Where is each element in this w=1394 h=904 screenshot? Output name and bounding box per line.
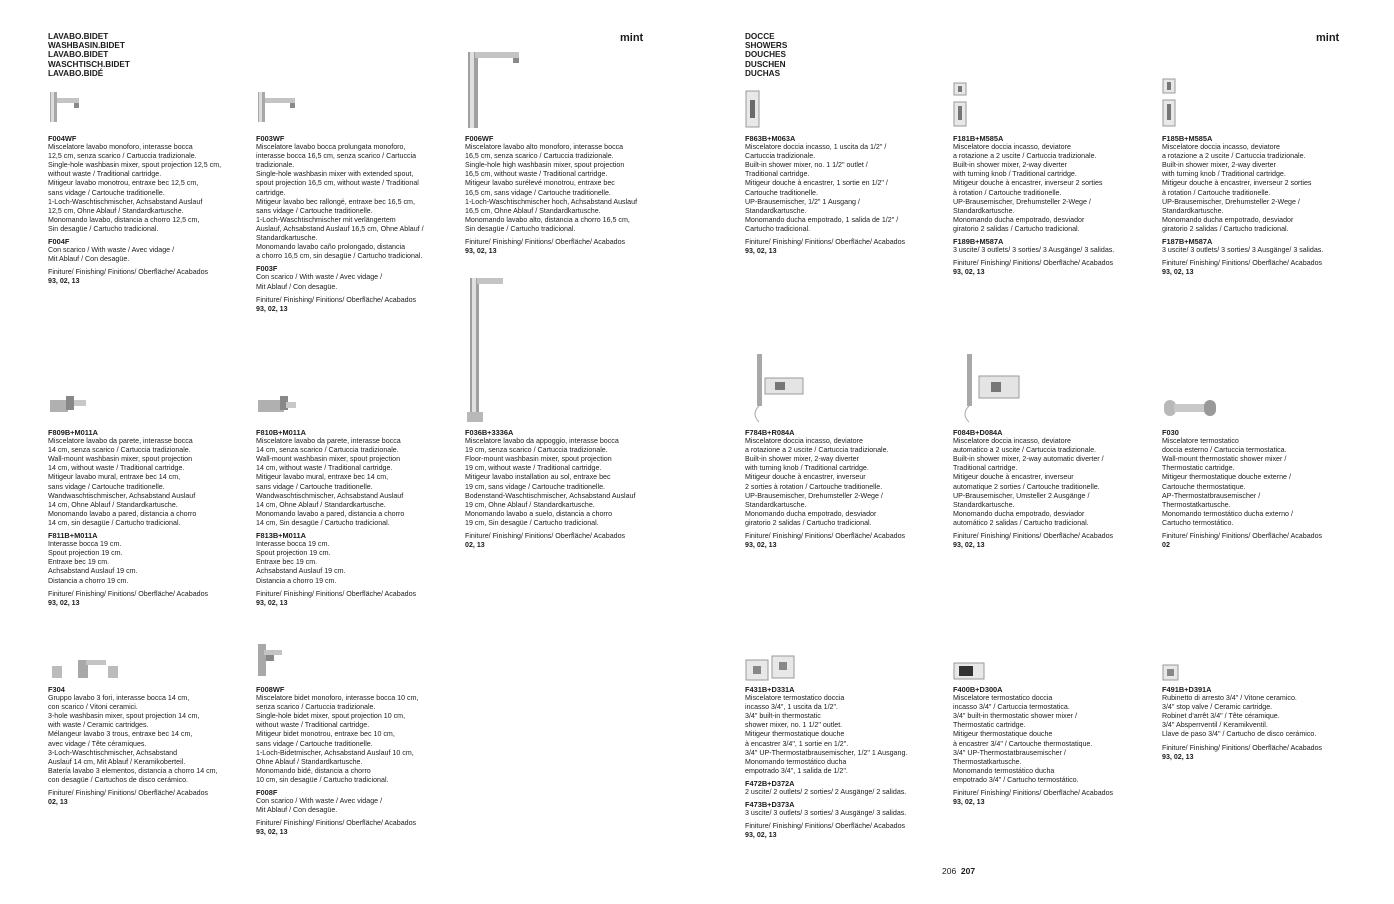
description-line: interasse bocca 16,5 cm, senza scarico / Cartuccia [256, 152, 417, 161]
description-line: automático 2 salidas / Cartucho tradicional. [953, 518, 1089, 527]
description-line: Built-in shower mixer, 2-way automatic diverter / [953, 455, 1104, 464]
product-f004wf [48, 134, 248, 287]
description-line: giratorio 2 salidas / Cartucho tradicional. [745, 518, 872, 527]
variant-line: Con scarico / With waste / Avec vidage / [256, 797, 383, 806]
description-line: Cartouche traditionelle. [745, 188, 818, 197]
description-line: UP-Brausemischer, Drehumsteller 2-Wege / [745, 491, 883, 500]
description-line: empotrado 3/4" / Cartucho termostático. [953, 775, 1079, 784]
description-line: Miscelatore bidet monoforo, interasse bocca 10 cm, [256, 694, 419, 703]
high-basin-mixer-image [465, 48, 525, 132]
description-line: avec vidage / Tête céramiques. [48, 739, 147, 748]
description-line: automatique 2 sorties / Cartouche traditionelle. [953, 482, 1100, 491]
description-line: Wandwaschtischmischer, Achsabstand Auslauf [256, 491, 404, 500]
variant-code: F473B+D373A [745, 800, 795, 810]
description-line: Robinet d'arrêt 3/4" / Tête céramique. [1162, 712, 1280, 721]
built-in-shower-mixer-image [745, 90, 761, 130]
bidet-mixer-image [256, 640, 286, 680]
finish-label: Finiture/ Finishing/ Finitions/ Oberfläche/ Acabados [745, 238, 906, 247]
description-line: with turning knob / Traditional cartridge. [953, 170, 1077, 179]
variant-line: 3 uscite/ 3 outlets/ 3 sorties/ 3 Ausgänge/ 3 salidas. [953, 246, 1115, 255]
product-code: F036B+3336A [465, 428, 514, 437]
description-line: a rotazione a 2 uscite / Cartuccia tradizionale. [1162, 152, 1306, 161]
variant-line: Distancia a chorro 19 cm. [48, 576, 129, 585]
finish-codes: 02, 13 [48, 798, 68, 807]
section-title-line: SHOWERS [745, 41, 788, 51]
variant-code: F008F [256, 788, 278, 798]
variant-line: Interasse bocca 19 cm. [48, 540, 122, 549]
description-line: Thermostatic cartridge. [953, 721, 1026, 730]
description-line: Gruppo lavabo 3 fori, interasse bocca 14 cm, [48, 694, 190, 703]
description-line: Bodenstand-Waschtischmischer, Achsabstand Auslauf [465, 491, 636, 500]
variant-code: F004F [48, 237, 70, 247]
product-code: F431B+D331A [745, 685, 795, 694]
description-line: AP-Thermostatbrausemischer / [1162, 491, 1261, 500]
product-f185b [1162, 134, 1362, 277]
product-code: F784B+R084A [745, 428, 795, 437]
finish-label: Finiture/ Finishing/ Finitions/ Oberfläche/ Acabados [953, 789, 1114, 798]
description-line: Single-hole bidet mixer, spout projection 10 cm, [256, 712, 406, 721]
description-line: 19 cm, without waste / Traditional cartridge. [465, 464, 602, 473]
description-line: Llave de paso 3/4" / Cartucho de disco cerámico. [1162, 730, 1317, 739]
section-title-line: DOUCHES [745, 50, 786, 60]
finish-codes: 93, 02, 13 [48, 277, 80, 286]
description-line: Wall-mount thermostatic shower mixer / [1162, 455, 1287, 464]
product-f008wf [256, 685, 456, 838]
description-line: a chorro 16,5 cm, sin desagüe / Cartucho tradicional. [256, 252, 423, 261]
description-line: Monomando lavabo caño prolongado, distancia [256, 243, 406, 252]
description-line: 12,5 cm, senza scarico / Cartuccia tradizionale. [48, 152, 197, 161]
description-line: à rotation / Cartouche traditionelle. [1162, 188, 1271, 197]
product-code: F004WF [48, 134, 77, 143]
description-line: 14 cm, without waste / Traditional cartridge. [256, 464, 393, 473]
page-number-left: 206 [942, 866, 957, 876]
description-line: Mitigeur douche à encastrer, inverseur 2 sorties [1162, 179, 1312, 188]
description-line: Mitigeur douche à encastrer, inverseur [953, 473, 1074, 482]
description-line: Monomando lavabo a suelo, distancia a chorro [465, 509, 613, 518]
product-code: F003WF [256, 134, 285, 143]
description-line: Mitigeur lavabo surélevé monotrou, entraxe bec [465, 179, 615, 188]
product-f084b [953, 428, 1153, 550]
description-line: Miscelatore lavabo da appoggio, interasse bocca [465, 437, 619, 446]
description-line: incasso 3/4", 1 uscita da 1/2". [745, 703, 838, 712]
description-line: Standardkartusche. [256, 234, 318, 243]
basin-mixer-image [48, 90, 84, 126]
product-code: F491B+D391A [1162, 685, 1212, 694]
product-f431b [745, 685, 945, 841]
extended-basin-mixer-image [256, 90, 298, 126]
description-line: Wall-mount washbasin mixer, spout projection [48, 455, 193, 464]
description-line: giratorio 2 salidas / Cartucho tradicional. [1162, 224, 1289, 233]
shower-mixer-with-handshower-image [745, 352, 807, 424]
finish-codes: 93, 02, 13 [48, 598, 80, 607]
description-line: shower mixer, no. 1 1/2" outlet. [745, 721, 843, 730]
description-line: 19 cm, Ohne Ablauf / Standardkartusche. [465, 500, 595, 509]
finish-codes: 93, 02, 13 [745, 541, 777, 550]
description-line: Miscelatore lavabo da parete, interasse bocca [48, 437, 193, 446]
section-title-line: LAVABO.BIDET [48, 32, 109, 41]
description-line: 1-Loch-Waschtischmischer mit verlängertem [256, 215, 396, 224]
product-f181b [953, 134, 1153, 277]
description-line: a rotazione a 2 uscite / Cartuccia tradizionale. [745, 446, 889, 455]
section-title-line: LAVABO.BIDÉ [48, 68, 104, 78]
description-line: 14 cm, Ohne Ablauf / Standardkartusche. [48, 500, 178, 509]
finish-codes: 93, 02, 13 [745, 247, 777, 256]
finish-label: Finiture/ Finishing/ Finitions/ Oberfläche/ Acabados [48, 789, 209, 798]
description-line: Standardkartusche. [953, 500, 1015, 509]
description-line: Monomando ducha empotrado, desviador [953, 215, 1085, 224]
description-line: 3/4" UP-Thermostatbrausemischer, 1/2" 1 Ausgang. [745, 748, 908, 757]
description-line: Miscelatore doccia incasso, 1 uscita da 1/2" / [745, 143, 887, 152]
description-line: without waste / Traditional cartridge. [48, 170, 162, 179]
description-line: Built-in shower mixer, 2-way diverter [745, 455, 859, 464]
variant-line: Achsabstand Auslauf 19 cm. [48, 567, 138, 576]
finish-codes: 93, 02, 13 [745, 831, 777, 840]
description-line: Miscelatore lavabo monoforo, interasse bocca [48, 143, 193, 152]
description-line: 3/4" stop valve / Ceramic cartridge. [1162, 703, 1273, 712]
description-line: Miscelatore lavabo da parete, interasse bocca [256, 437, 401, 446]
description-line: Monomando ducha empotrado, 1 salida de 1/2" / [745, 215, 899, 224]
description-line: 14 cm, without waste / Traditional cartridge. [48, 464, 185, 473]
variant-code: F003F [256, 264, 278, 274]
product-f400b [953, 685, 1153, 807]
description-line: 3/4" built-in thermostatic shower mixer / [953, 712, 1077, 721]
description-line: Mitigeur thermostatique douche externe / [1162, 473, 1291, 482]
variant-code: F472B+D372A [745, 778, 795, 788]
diverter-shower-mixer-image [953, 82, 971, 130]
description-line: Miscelatore lavabo bocca prolungata monoforo, [256, 143, 406, 152]
description-line: 16,5 cm, without waste / Traditional cartridge. [465, 170, 608, 179]
description-line: à encastrer 3/4" / Cartouche thermostatique. [953, 739, 1093, 748]
description-line: 3/4" UP-Thermostatbrausemischer / [953, 748, 1066, 757]
product-f006wf [465, 134, 665, 256]
product-f809b [48, 428, 248, 608]
description-line: Traditional cartridge. [953, 464, 1018, 473]
description-line: 1-Loch-Bidetmischer, Achsabstand Auslauf 10 cm, [256, 748, 414, 757]
finish-label: Finiture/ Finishing/ Finitions/ Oberfläche/ Acabados [465, 238, 626, 247]
description-line: 3-Loch-Waschtischmischer, Achsabstand [48, 748, 178, 757]
description-line: Standardkartusche. [953, 206, 1015, 215]
finish-codes: 93, 02, 13 [465, 247, 497, 256]
description-line: Built-in shower mixer, 2-way diverter [1162, 161, 1276, 170]
wall-basin-mixer-image [48, 394, 88, 418]
product-f784b [745, 428, 945, 550]
description-line: UP-Brausemischer, Drehumsteller 2-Wege / [953, 197, 1091, 206]
description-line: doccia esterno / Cartuccia termostatica. [1162, 446, 1287, 455]
section-title-line: LAVABO.BIDET [48, 50, 109, 60]
description-line: 14 cm, Sin desagüe / Cartucho tradicional. [256, 518, 390, 527]
variant-line: 3 uscite/ 3 outlets/ 3 sorties/ 3 Ausgänge/ 3 salidas. [1162, 246, 1324, 255]
description-line: UP-Brausemischer, Drehumsteller 2-Wege / [1162, 197, 1300, 206]
page-number-right: 207 [960, 866, 976, 876]
finish-label: Finiture/ Finishing/ Finitions/ Oberfläche/ Acabados [953, 532, 1114, 541]
finish-label: Finiture/ Finishing/ Finitions/ Oberfläche/ Acabados [256, 589, 417, 598]
description-line: sans vidage / Cartouche traditionelle. [256, 482, 373, 491]
product-f036b [465, 428, 665, 550]
finish-label: Finiture/ Finishing/ Finitions/ Oberfläche/ Acabados [745, 532, 906, 541]
finish-label: Finiture/ Finishing/ Finitions/ Oberfläche/ Acabados [1162, 532, 1323, 541]
description-line: Cartucho termostático. [1162, 518, 1234, 527]
description-line: Standardkartusche. [745, 500, 807, 509]
description-line: Batería lavabo 3 elementos, distancia a chorro 14 cm, [48, 766, 218, 775]
finish-codes: 93, 02, 13 [256, 828, 288, 837]
description-line: 10 cm, sin desagüe / Cartucho tradicional. [256, 775, 389, 784]
description-line: Miscelatore doccia incasso, deviatore [953, 143, 1071, 152]
section-title-line: WASHBASIN.BIDET [48, 41, 125, 51]
section-title-line: WASCHTISCH.BIDET [48, 59, 130, 69]
description-line: Miscelatore termostatico doccia [745, 694, 845, 703]
finish-codes: 93, 02, 13 [953, 541, 985, 550]
description-line: Standardkartusche. [1162, 206, 1224, 215]
description-line: 16,5 cm, sans vidage / Cartouche traditionelle. [465, 188, 611, 197]
description-line: empotrado 3/4", 1 salida de 1/2". [745, 766, 848, 775]
finish-codes: 93, 02, 13 [953, 798, 985, 807]
finish-label: Finiture/ Finishing/ Finitions/ Oberfläche/ Acabados [1162, 259, 1323, 268]
description-line: Mitigeur lavabo mural, entraxe bec 14 cm, [48, 473, 181, 482]
description-line: UP-Brausemischer, Umsteller 2 Ausgänge / [953, 491, 1090, 500]
automatic-diverter-mixer-image [953, 352, 1021, 424]
description-line: Monomando termostático ducha [745, 757, 847, 766]
variant-line: Mit Ablauf / Con desagüe. [48, 255, 130, 264]
description-line: 14 cm, sin desagüe / Cartucho tradicional. [48, 518, 181, 527]
variant-line: Con scarico / With waste / Avec vidage / [256, 273, 383, 282]
description-line: 1-Loch-Waschtischmischer, Achsabstand Auslauf [48, 197, 203, 206]
description-line: with waste / Ceramic cartridges. [48, 721, 149, 730]
product-f030 [1162, 428, 1362, 550]
left-section-title [48, 32, 130, 78]
description-line: Rubinetto di arresto 3/4" / Vitone ceramico. [1162, 694, 1297, 703]
section-title-line: DUSCHEN [745, 59, 786, 69]
description-line: Single-hole washbasin mixer, spout projection 12,5 cm, [48, 161, 222, 170]
description-line: Mitigeur bidet monotrou, entraxe bec 10 cm, [256, 730, 395, 739]
finish-codes: 93, 02, 13 [1162, 752, 1194, 761]
description-line: sans vidage / Cartouche traditionelle. [256, 739, 373, 748]
description-line: Single-hole washbasin mixer with extended spout, [256, 170, 414, 179]
product-f491b [1162, 685, 1362, 762]
description-line: Mitigeur thermostatique douche [953, 730, 1053, 739]
description-line: Monomando lavabo, distancia a chorro 12,5 cm, [48, 215, 200, 224]
description-line: Miscelatore doccia incasso, deviatore [953, 437, 1071, 446]
description-line: 14 cm, Ohne Ablauf / Standardkartusche. [256, 500, 386, 509]
description-line: Monomando termostático ducha externo / [1162, 509, 1293, 518]
product-code: F008WF [256, 685, 285, 694]
description-line: without waste / Traditional cartridge. [256, 721, 370, 730]
finish-codes: 93, 02, 13 [953, 268, 985, 277]
three-hole-basin-mixer-image [48, 656, 126, 682]
description-line: Standardkartusche. [745, 206, 807, 215]
description-line: Cartuccia tradizionale. [745, 152, 816, 161]
description-line: Mitigeur douche à encastrer, inverseur 2 sorties [953, 179, 1103, 188]
description-line: Traditional cartridge. [745, 170, 810, 179]
description-line: 19 cm, Sin desagüe / Cartucho tradicional. [465, 518, 599, 527]
thermostatic-built-in-mixer-image-2 [953, 662, 985, 682]
description-line: Miscelatore doccia incasso, deviatore [745, 437, 863, 446]
finish-label: Finiture/ Finishing/ Finitions/ Oberfläche/ Acabados [48, 589, 209, 598]
description-line: Monomando bidé, distancia a chorro [256, 766, 371, 775]
left-brand-label: mint [620, 32, 644, 44]
variant-line: Spout projection 19 cm. [256, 549, 331, 558]
finish-label: Finiture/ Finishing/ Finitions/ Oberfläche/ Acabados [48, 268, 209, 277]
description-line: 16,5 cm, senza scarico / Cartuccia tradizionale. [465, 152, 614, 161]
description-line: Wandwaschtischmischer, Achsabstand Auslauf [48, 491, 196, 500]
right-brand-label: mint [1316, 32, 1340, 44]
description-line: 19 cm, sans vidage / Cartouche traditionelle. [465, 482, 605, 491]
description-line: Monomando ducha empotrado, desviador [745, 509, 877, 518]
description-line: Built-in shower mixer, 2-way diverter [953, 161, 1067, 170]
variant-line: Entraxe bec 19 cm. [48, 558, 110, 567]
variant-line: 2 uscite/ 2 outlets/ 2 sorties/ 2 Ausgänge/ 2 salidas. [745, 788, 907, 797]
description-line: 2 sorties à rotation / Cartouche traditionelle. [745, 482, 883, 491]
product-code: F181B+M585A [953, 134, 1004, 143]
finish-label: Finiture/ Finishing/ Finitions/ Oberfläche/ Acabados [256, 819, 417, 828]
description-line: Cartouche thermostatique. [1162, 482, 1246, 491]
variant-code: F189B+M587A [953, 237, 1004, 247]
description-line: Wall-mount washbasin mixer, spout projection [256, 455, 401, 464]
section-title-line: DOCCE [745, 32, 775, 41]
finish-codes: 93, 02, 13 [256, 598, 288, 607]
product-code: F400B+D300A [953, 685, 1003, 694]
description-line: Thermostatkartusche. [1162, 500, 1231, 509]
description-line: spout projection 16,5 cm, without waste / Traditional [256, 179, 419, 188]
description-line: à rotation / Cartouche traditionelle. [953, 188, 1062, 197]
finish-codes: 02, 13 [465, 541, 485, 550]
product-f003wf [256, 134, 456, 314]
finish-codes: 93, 02, 13 [1162, 268, 1194, 277]
description-line: Mitigeur thermostatique douche [745, 730, 845, 739]
description-line: UP-Brausemischer, 1/2" 1 Ausgang / [745, 197, 860, 206]
section-title-line: DUCHAS [745, 68, 781, 78]
description-line: a rotazione a 2 uscite / Cartuccia tradizionale. [953, 152, 1097, 161]
description-line: Monomando termostático ducha [953, 766, 1055, 775]
finish-label: Finiture/ Finishing/ Finitions/ Oberfläche/ Acabados [465, 532, 626, 541]
product-code: F304 [48, 685, 65, 694]
description-line: 3-hole washbasin mixer, spout projection 14 cm, [48, 712, 200, 721]
right-section-title [745, 32, 787, 78]
description-line: Miscelatore lavabo alto monoforo, interasse bocca [465, 143, 624, 152]
description-line: Sin desagüe / Cartucho tradicional. [48, 224, 159, 233]
description-line: Monomando lavabo alto, distancia a chorro 16,5 cm, [465, 215, 630, 224]
finish-label: Finiture/ Finishing/ Finitions/ Oberfläche/ Acabados [953, 259, 1114, 268]
description-line: Mitigeur lavabo bec rallongé, entraxe bec 16,5 cm, [256, 197, 415, 206]
product-code: F863B+M063A [745, 134, 796, 143]
description-line: Mitigeur lavabo mural, entraxe bec 14 cm, [256, 473, 389, 482]
description-line: Mitigeur lavabo installation au sol, entraxe bec [465, 473, 611, 482]
page-numbers [942, 866, 975, 876]
finish-label: Finiture/ Finishing/ Finitions/ Oberfläche/ Acabados [745, 822, 906, 831]
variant-line: 3 uscite/ 3 outlets/ 3 sorties/ 3 Ausgänge/ 3 salidas. [745, 809, 907, 818]
description-line: con scarico / Vitoni ceramici. [48, 703, 138, 712]
description-line: Miscelatore termostatico [1162, 437, 1239, 446]
description-line: Mitigeur lavabo monotrou, entraxe bec 12,5 cm, [48, 179, 199, 188]
description-line: Auslauf 14 cm, Mit Ablauf / Keramikoberteil. [48, 757, 186, 766]
description-line: 12,5 cm, Ohne Ablauf / Standardkartusche. [48, 206, 184, 215]
product-code: F084B+D084A [953, 428, 1003, 437]
description-line: Thermostatic cartridge. [1162, 464, 1235, 473]
wall-basin-mixer-image-2 [256, 394, 298, 418]
description-line: sans vidage / Cartouche traditionelle. [48, 482, 165, 491]
description-line: Single-hole high washbasin mixer, spout projection [465, 161, 625, 170]
product-code: F810B+M011A [256, 428, 306, 437]
description-line: Miscelatore doccia incasso, deviatore [1162, 143, 1280, 152]
finish-codes: 02 [1162, 541, 1170, 550]
variant-line: Con scarico / With waste / Avec vidage / [48, 246, 175, 255]
description-line: Monomando ducha empotrado, desviador [1162, 215, 1294, 224]
product-f863b [745, 134, 945, 256]
description-line: Ohne Ablauf / Standardkartusche. [256, 757, 363, 766]
variant-line: Distancia a chorro 19 cm. [256, 576, 337, 585]
product-code: F809B+M011A [48, 428, 98, 437]
description-line: 19 cm, senza scarico / Cartuccia tradizionale. [465, 446, 608, 455]
variant-line: Achsabstand Auslauf 19 cm. [256, 567, 346, 576]
variant-line: Mit Ablauf / Con desagüe. [256, 806, 338, 815]
product-f810b [256, 428, 456, 608]
description-line: sans vidage / Cartouche traditionelle. [256, 206, 373, 215]
stop-valve-image [1162, 664, 1180, 682]
description-line: 3/4" built-in thermostatic [745, 712, 821, 721]
description-line: Mitigeur douche à encastrer, 1 sortie en 1/2" / [745, 179, 888, 188]
description-line: Thermostatkartusche. [953, 757, 1022, 766]
description-line: with turning knob / Traditional cartridge. [745, 464, 869, 473]
description-line: 16,5 cm, Ohne Ablauf / Standardkartusche. [465, 206, 601, 215]
finish-codes: 93, 02, 13 [256, 304, 288, 313]
description-line: Monomando lavabo a pared, distancia a chorro [48, 509, 197, 518]
description-line: Monomando ducha empotrado, desviador [953, 509, 1085, 518]
variant-code: F187B+M587A [1162, 237, 1213, 247]
description-line: giratorio 2 salidas / Cartucho tradicional. [953, 224, 1080, 233]
description-line: 3/4" Absperrventil / Keramikventil. [1162, 721, 1268, 730]
finish-label: Finiture/ Finishing/ Finitions/ Oberfläche/ Acabados [1162, 743, 1323, 752]
description-line: with turning knob / Traditional cartridge. [1162, 170, 1286, 179]
description-line: 14 cm, senza scarico / Cartuccia tradizionale. [48, 446, 191, 455]
variant-line: Spout projection 19 cm. [48, 549, 123, 558]
description-line: 1-Loch-Waschtischmischer hoch, Achsabstand Auslauf [465, 197, 638, 206]
thermostatic-shower-mixer-image [1162, 396, 1218, 420]
description-line: automatico a 2 uscite / Cartuccia tradizionale. [953, 446, 1097, 455]
description-line: Floor-mount washbasin mixer, spout projection [465, 455, 612, 464]
description-line: sans vidage / Cartouche traditionelle. [48, 188, 165, 197]
product-f304 [48, 685, 248, 807]
description-line: Cartucho tradicional. [745, 224, 811, 233]
description-line: incasso 3/4" / Cartuccia termostatica. [953, 703, 1070, 712]
description-line: Sin desagüe / Cartucho tradicional. [465, 224, 576, 233]
finish-label: Finiture/ Finishing/ Finitions/ Oberfläche/ Acabados [256, 295, 417, 304]
product-code: F006WF [465, 134, 494, 143]
description-line: Built-in shower mixer, no. 1 1/2" outlet / [745, 161, 868, 170]
description-line: Miscelatore termostatico doccia [953, 694, 1053, 703]
product-code: F030 [1162, 428, 1179, 437]
variant-line: Mit Ablauf / Con desagüe. [256, 282, 338, 291]
description-line: senza scarico / Cartuccia tradizionale. [256, 703, 376, 712]
floor-basin-mixer-image [465, 272, 513, 424]
product-code: F185B+M585A [1162, 134, 1213, 143]
description-line: cartridge. [256, 188, 286, 197]
description-line: Mitigeur douche à encastrer, inverseur [745, 473, 866, 482]
description-line: Monomando lavabo a pared, distancia a chorro [256, 509, 405, 518]
description-line: à encastrer 3/4", 1 sortie en 1/2". [745, 739, 849, 748]
variant-code: F811B+M011A [48, 531, 98, 541]
description-line: tradizionale. [256, 161, 295, 170]
description-line: con desagüe / Cartuchos de disco cerámico. [48, 775, 188, 784]
variant-line: Interasse bocca 19 cm. [256, 540, 330, 549]
variant-code: F813B+M011A [256, 531, 306, 541]
description-line: Auslauf, Achsabstand Auslauf 16,5 cm, Ohne Ablauf / [256, 224, 424, 233]
thermostatic-built-in-mixer-image [745, 654, 797, 682]
diverter-shower-mixer-image-2 [1162, 78, 1180, 130]
description-line: 14 cm, senza scarico / Cartuccia tradizionale. [256, 446, 399, 455]
description-line: Mélangeur lavabo 3 trous, entraxe bec 14 cm, [48, 730, 193, 739]
variant-line: Entraxe bec 19 cm. [256, 558, 318, 567]
